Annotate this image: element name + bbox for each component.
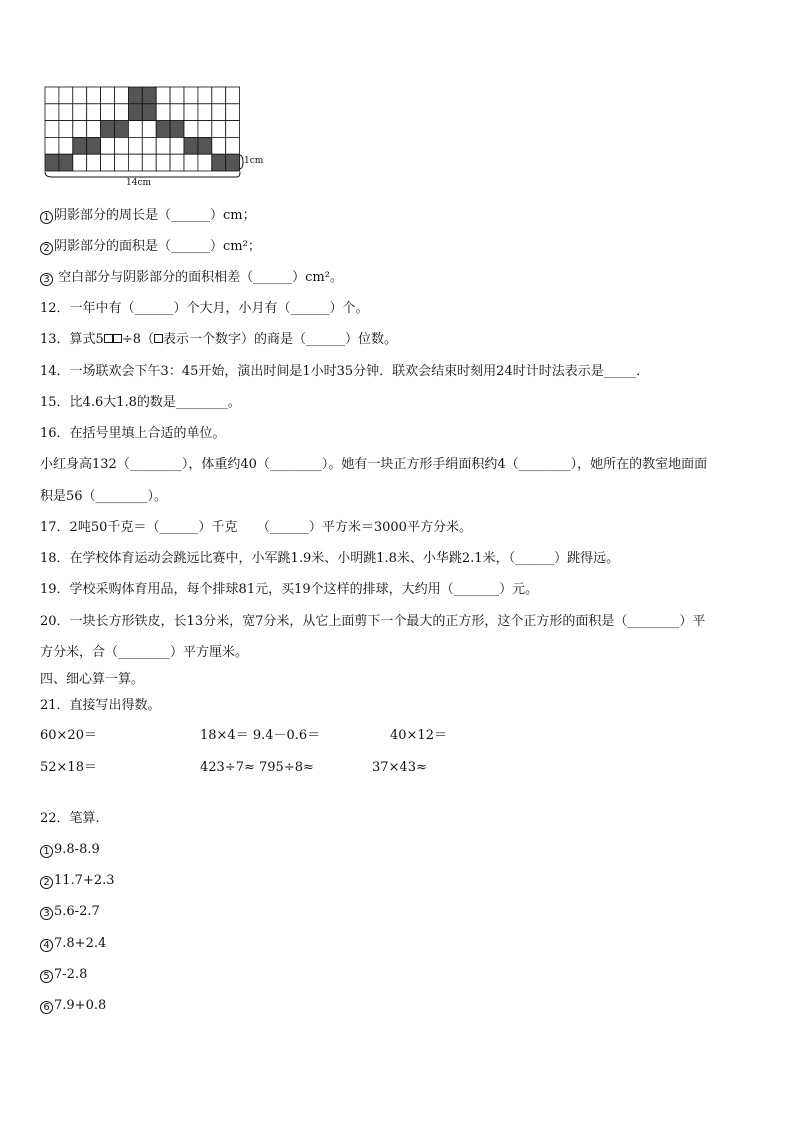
q21-r2-c3: 37×43≈ [372, 760, 427, 775]
blank-cell [184, 154, 198, 171]
q22-expr: 5.6-2.7 [54, 904, 100, 919]
circled-number: 1 [40, 211, 53, 224]
question-21-title: 21．直接写出得数。 [40, 698, 161, 713]
circled-number: 6 [40, 1001, 53, 1014]
shaded-cell [156, 121, 170, 138]
q22-item [40, 840, 756, 860]
question-16-title: 16．在括号里填上合适的单位。 [40, 426, 226, 441]
blank-cell [156, 154, 170, 171]
blank-cell [59, 104, 73, 121]
q21-r2-c1: 52×18＝ [40, 760, 97, 775]
blank-cell [101, 87, 115, 104]
blank-cell [45, 87, 59, 104]
q11-part1-text: 阴影部分的周长是（______）cm； [54, 208, 256, 223]
blank-cell [156, 104, 170, 121]
blank-cell [170, 154, 184, 171]
blank-cell [128, 121, 142, 138]
shaded-cell [142, 87, 156, 104]
question-17: 17．2吨50千克＝（______）千克 （______）平方米＝3000平方分米。 [40, 520, 472, 535]
question-22-title: 22．笔算. [40, 811, 100, 826]
shaded-cell [87, 137, 101, 154]
q22-item [40, 934, 756, 954]
blank-cell [59, 137, 73, 154]
blank-cell [115, 87, 129, 104]
blank-cell [198, 121, 212, 138]
q13-post: 表示一个数字）的商是（______）位数。 [163, 332, 398, 347]
shaded-cell [115, 121, 129, 138]
q11-part3 [40, 268, 756, 288]
blank-cell [45, 104, 59, 121]
question-16-line2: 积是56（________）。 [40, 489, 168, 504]
blank-cell [142, 121, 156, 138]
shaded-cell [170, 121, 184, 138]
q11-part2-text: 阴影部分的面积是（______）cm²； [54, 239, 261, 254]
blank-cell [73, 87, 87, 104]
question-16-line1: 小红身高132（________），体重约40（________）。她有一块正方形手绢面积约4（________），她所在的教室地面面 [40, 457, 708, 472]
q11-part2 [40, 237, 756, 257]
blank-cell [184, 121, 198, 138]
shaded-cell [128, 87, 142, 104]
box-placeholder-icon [104, 334, 113, 343]
shaded-cell [142, 104, 156, 121]
question-14: 14．一场联欢会下午3：45开始，演出时间是1小时35分钟．联欢会结束时刻用24时计时法表示是_____． [40, 364, 650, 379]
shaded-cell [128, 104, 142, 121]
blank-cell [45, 137, 59, 154]
grid-figure [42, 86, 282, 196]
width-label: 14cm [126, 178, 152, 188]
blank-cell [59, 121, 73, 138]
blank-cell [226, 121, 240, 138]
blank-cell [198, 154, 212, 171]
blank-cell [184, 87, 198, 104]
q21-r1-c3: 40×12＝ [390, 728, 447, 743]
blank-cell [198, 87, 212, 104]
blank-cell [73, 104, 87, 121]
question-12: 12．一年中有（______）个大月，小月有（______）个。 [40, 301, 369, 316]
blank-cell [115, 104, 129, 121]
question-18: 18．在学校体育运动会跳远比赛中，小军跳1.9米、小明跳1.8米、小华跳2.1米，（______）跳得远。 [40, 551, 620, 566]
box-placeholder-icon [113, 334, 122, 343]
blank-cell [73, 121, 87, 138]
blank-cell [45, 121, 59, 138]
q22-item [40, 996, 756, 1016]
q22-item [40, 871, 756, 891]
blank-cell [156, 87, 170, 104]
blank-cell [226, 104, 240, 121]
question-15: 15．比4.6大1.8的数是________。 [40, 395, 241, 410]
q22-item [40, 902, 756, 922]
q21-r1-c1: 60×20＝ [40, 728, 97, 743]
q11-part1 [40, 206, 756, 226]
blank-cell [87, 87, 101, 104]
circled-number: 1 [40, 845, 53, 858]
blank-cell [115, 154, 129, 171]
q22-expr: 9.8-8.9 [54, 842, 100, 857]
blank-cell [115, 137, 129, 154]
q21-r1-c2: 18×4＝ 9.4－0.6＝ [200, 728, 321, 743]
q13-mid: ÷8（ [121, 332, 154, 347]
section-heading: 四、细心算一算。 [40, 672, 145, 687]
circled-number: 3 [40, 907, 53, 920]
blank-cell [142, 154, 156, 171]
q11-part3-text: 空白部分与阴影部分的面积相差（______）cm²。 [54, 270, 343, 285]
circled-number: 2 [40, 242, 53, 255]
blank-cell [128, 137, 142, 154]
height-label: 1cm [244, 156, 264, 166]
shaded-cell [226, 154, 240, 171]
blank-cell [59, 87, 73, 104]
blank-cell [212, 137, 226, 154]
box-placeholder-icon [154, 334, 163, 343]
blank-cell [170, 87, 184, 104]
shaded-cell [73, 137, 87, 154]
blank-cell [212, 104, 226, 121]
q21-r2-c2: 423÷7≈ 795÷8≈ [200, 760, 314, 775]
question-13 [40, 330, 756, 350]
blank-cell [226, 137, 240, 154]
blank-cell [212, 121, 226, 138]
question-20-line2: 方分米，合（________）平方厘米。 [40, 645, 249, 660]
q13-pre: 13．算式5 [40, 332, 104, 347]
q22-expr: 7-2.8 [54, 967, 88, 982]
blank-cell [156, 137, 170, 154]
blank-cell [87, 104, 101, 121]
blank-cell [128, 154, 142, 171]
blank-cell [170, 104, 184, 121]
blank-cell [87, 154, 101, 171]
circled-number: 3 [40, 273, 53, 286]
q22-expr: 7.8+2.4 [54, 936, 107, 951]
shaded-cell [101, 121, 115, 138]
q22-item [40, 965, 756, 985]
question-20-line1: 20．一块长方形铁皮，长13分米，宽7分米，从它上面剪下一个最大的正方形，这个正方形的面积是（________）平 [40, 614, 706, 629]
blank-cell [101, 137, 115, 154]
blank-cell [101, 154, 115, 171]
shaded-cell [212, 154, 226, 171]
blank-cell [198, 104, 212, 121]
blank-cell [184, 104, 198, 121]
q22-expr: 7.9+0.8 [54, 998, 107, 1013]
grid-diagram [42, 86, 282, 196]
circled-number: 5 [40, 970, 53, 983]
blank-cell [101, 104, 115, 121]
shaded-cell [198, 137, 212, 154]
blank-cell [212, 87, 226, 104]
blank-cell [226, 87, 240, 104]
circled-number: 2 [40, 876, 53, 889]
blank-cell [142, 137, 156, 154]
blank-cell [170, 137, 184, 154]
blank-cell [87, 121, 101, 138]
shaded-cell [184, 137, 198, 154]
q22-expr: 11.7+2.3 [54, 873, 115, 888]
blank-cell [73, 154, 87, 171]
shaded-cell [59, 154, 73, 171]
circled-number: 4 [40, 939, 53, 952]
shaded-cell [45, 154, 59, 171]
question-19: 19．学校采购体育用品，每个排球81元，买19个这样的排球，大约用（_______）元。 [40, 582, 539, 597]
